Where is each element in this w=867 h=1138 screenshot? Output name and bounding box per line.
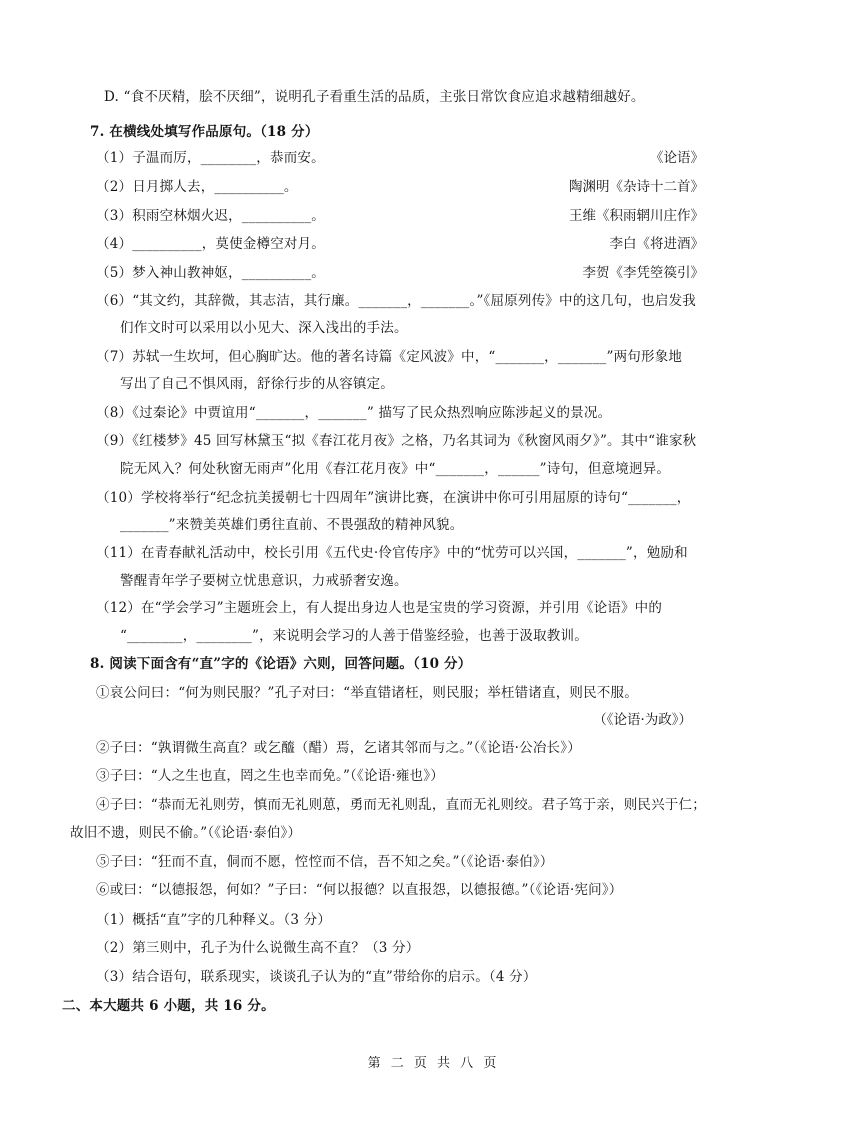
q7-item-11-line2: 警醒青年学子要树立忧患意识，力戒骄奢安逸。 bbox=[120, 573, 408, 589]
q8-passage-2: ②子曰：“孰谓微生高直？或乞醯（醋）焉，乞诸其邻而与之。”（《论语·公冶长》） bbox=[96, 740, 581, 756]
q7-item-9-line2: 院无风入？何处秋窗无雨声”化用《春江花月夜》中“_______，______”诗句，但意境迥异。 bbox=[120, 461, 671, 477]
q8-question-1: （1）概括“直”字的几种释义。（3 分） bbox=[96, 912, 332, 928]
section-2-heading: 二、本大题共 6 小题，共 16 分。 bbox=[62, 998, 275, 1014]
q8-passage-1-source: （《论语·为政》） bbox=[593, 712, 692, 728]
q7-item-2: （2）日月掷人去，__________。 bbox=[96, 179, 298, 195]
option-d: D. “食不厌精，脍不厌细”，说明孔子看重生活的品质，主张日常饮食应追求越精细越好。 bbox=[104, 89, 645, 105]
q7-item-6-line1: （6）“其文约，其辞微，其志洁，其行廉。_______，_______。”《屈原列传》中的这几句，也启发我 bbox=[96, 293, 696, 309]
q7-item-4-source: 李白《将进酒》 bbox=[609, 236, 704, 252]
q7-item-5: （5）梦入神山教神妪，__________。 bbox=[96, 265, 325, 281]
q8-passage-4-line2: 故旧不遗，则民不偷。”（《论语·泰伯》） bbox=[70, 825, 302, 841]
q7-item-9-line1: （9）《红楼梦》45 回写林黛玉“拟《春江花月夜》之格，乃名其词为《秋窗风雨夕》”。其中“谁家秋 bbox=[96, 433, 697, 449]
q7-item-5-source: 李贺《李凭箜篌引》 bbox=[582, 265, 704, 281]
question-8-title: 8. 阅读下面含有“直”字的《论语》六则，回答问题。（10 分） bbox=[90, 656, 472, 672]
q7-item-1: （1）子温而厉，________，恭而安。 bbox=[96, 150, 325, 166]
q8-passage-3: ③子曰：“人之生也直，罔之生也幸而免。”（《论语·雍也》） bbox=[96, 768, 444, 784]
q7-item-7-line1: （7）苏轼一生坎坷，但心胸旷达。他的著名诗篇《定风波》中，“_______，_______”两句形象地 bbox=[96, 349, 683, 365]
q7-item-11-line1: （11）在青春献礼活动中，校长引用《五代史·伶官传序》中的“忧劳可以兴国，_______”，勉励和 bbox=[96, 545, 688, 561]
question-7-title: 7. 在横线处填写作品原句。（18 分） bbox=[90, 124, 319, 140]
q8-passage-5: ⑤子曰：“狂而不直，侗而不愿，悾悾而不信，吾不知之矣。”（《论语·泰伯》） bbox=[96, 854, 554, 870]
q7-item-8: （8）《过秦论》中贾谊用“_______，_______” 描写了民众热烈响应陈涉起义的景况。 bbox=[96, 405, 612, 421]
q8-question-3: （3）结合语句，联系现实，谈谈孔子认为的“直”带给你的启示。（4 分） bbox=[96, 969, 537, 985]
q7-item-3-source: 王维《积雨辋川庄作》 bbox=[569, 208, 704, 224]
q7-item-7-line2: 写出了自己不惧风雨，舒徐行步的从容镇定。 bbox=[120, 376, 394, 392]
q7-item-12-line2: “________，________”，来说明会学习的人善于借鉴经验，也善于汲取教训。 bbox=[120, 628, 588, 644]
q8-passage-1: ①哀公问曰：“何为则民服？”孔子对曰：“举直错诸枉，则民服；举枉错诸直，则民不服。 bbox=[96, 685, 638, 701]
q7-item-3: （3）积雨空林烟火迟，__________。 bbox=[96, 208, 325, 224]
q7-item-1-source: 《论语》 bbox=[650, 150, 704, 166]
q7-item-2-source: 陶渊明《杂诗十二首》 bbox=[569, 179, 704, 195]
q7-item-4: （4）__________，莫使金樽空对月。 bbox=[96, 236, 325, 252]
q7-item-10-line2: _______”来赞美英雄们勇往直前、不畏强敌的精神风貌。 bbox=[120, 517, 464, 533]
q7-item-12-line1: （12）在“学会学习”主题班会上，有人提出身边人也是宝贵的学习资源，并引用《论语》中的 bbox=[96, 600, 663, 616]
q8-question-2: （2）第三则中，孔子为什么说微生高不直？（3 分） bbox=[96, 940, 420, 956]
q7-item-6-line2: 们作文时可以采用以小见大、深入浅出的手法。 bbox=[120, 320, 408, 336]
q8-passage-6: ⑥或曰：“以德报怨，何如？”子曰：“何以报德？以直报怨，以德报德。”（《论语·宪问》） bbox=[96, 882, 623, 898]
q8-passage-4-line1: ④子曰：“恭而无礼则劳，慎而无礼则葸，勇而无礼则乱，直而无礼则绞。君子笃于亲，则民兴于仁； bbox=[96, 797, 706, 813]
q7-item-10-line1: （10）学校将举行“纪念抗美援朝七十四周年”演讲比赛，在演讲中你可引用屈原的诗句“_______， bbox=[96, 490, 691, 506]
page-footer: 第 二 页 共 八 页 bbox=[367, 1056, 500, 1071]
